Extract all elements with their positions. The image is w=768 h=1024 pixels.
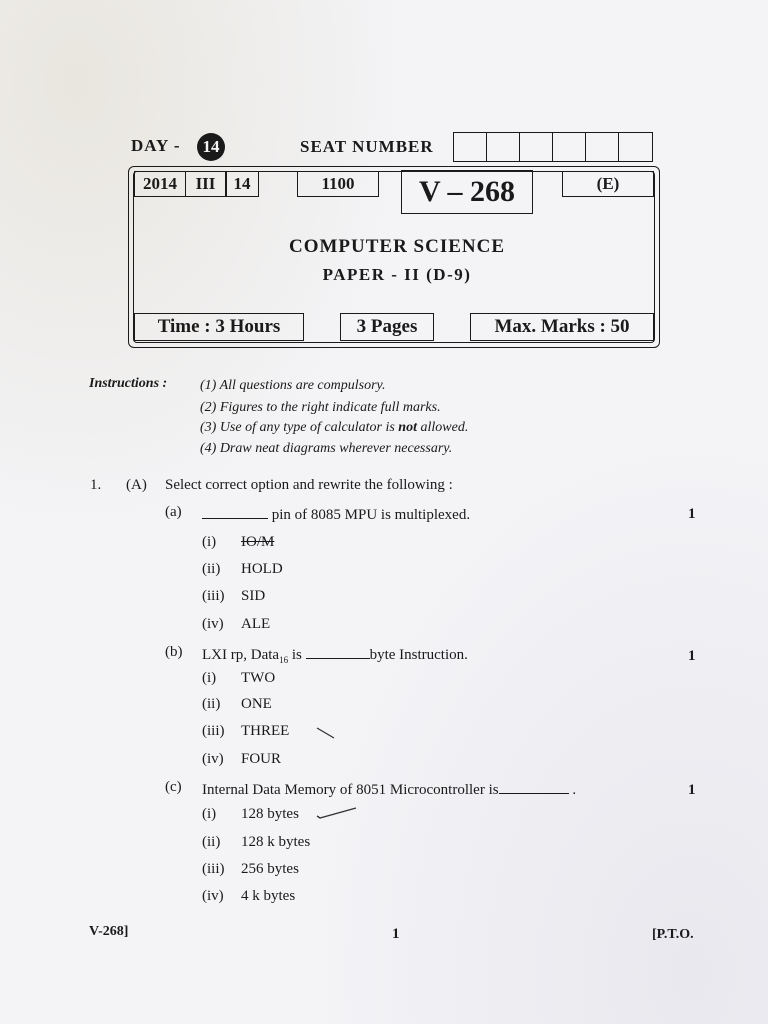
day-label: DAY - [131,136,181,155]
option-text: THREE [241,723,290,739]
option-number: (ii) [202,561,221,577]
sub-question-label: (a) [165,504,182,520]
option-text: TWO [241,670,276,686]
sub-question-body: . [572,782,577,798]
option-text: 128 k bytes [241,834,311,850]
option-number: (ii) [202,834,221,850]
pen-stroke-mark [316,726,336,740]
subscript: 16 [279,655,289,665]
date-code-row [134,171,258,197]
subject-title: COMPUTER SCIENCE [288,236,506,257]
option-number: (iv) [202,888,224,904]
option-text: 4 k bytes [241,888,296,904]
seat-box [487,133,520,161]
page-number: 1 [392,926,400,942]
sub-question-text [202,504,470,524]
sub-question-label: (c) [165,779,182,795]
please-turn-over: [P.T.O. [652,927,694,942]
marks-value: 1 [688,648,696,664]
paper-title: PAPER - II (D-9) [322,265,472,284]
month-code: III [185,171,227,197]
marks-value: 1 [688,782,696,798]
time-code: 1100 [297,171,379,197]
sub-question-body: Internal Data Memory of 8051 Microcontroller is [202,782,499,798]
paper-code: V – 268 [401,170,533,214]
date-code: 14 [225,171,259,197]
tick-mark-icon [316,806,360,822]
sub-question-body: pin of 8085 MPU is multiplexed. [271,507,471,523]
option-number: (i) [202,806,217,822]
option-number: (iii) [202,723,225,739]
answer-blank [499,779,569,794]
time-box: Time : 3 Hours [134,313,304,341]
question-part: (A) [126,477,147,493]
sub-question-body: byte Instruction. [369,647,468,663]
instruction-item [200,420,468,436]
footer-paper-code: V-268] [89,924,129,939]
option-text: 256 bytes [241,861,299,877]
pages-box: 3 Pages [340,313,434,341]
year-code: 2014 [134,171,186,197]
instruction-item: (4) Draw neat diagrams wherever necessary. [200,441,453,456]
answer-blank [306,644,370,659]
instruction-emphasis: not [398,420,417,435]
seat-number-label: SEAT NUMBER [300,137,434,156]
instruction-text: allowed. [420,420,469,435]
option-text: ALE [241,616,271,632]
option-number: (i) [202,534,217,550]
answer-blank [202,504,268,519]
seat-box [553,133,586,161]
option-number: (iii) [202,861,225,877]
option-number: (i) [202,670,217,686]
question-number: 1. [90,477,102,493]
option-text: ONE [241,696,272,712]
sub-question-label: (b) [165,644,183,660]
marks-value: 1 [688,506,696,522]
seat-box [619,133,652,161]
option-number: (ii) [202,696,221,712]
sub-question-text [202,779,576,799]
sub-question-body: is [291,647,302,663]
option-text: FOUR [241,751,282,767]
option-number: (iii) [202,588,225,604]
option-number: (iv) [202,751,224,767]
option-text: 128 bytes [241,806,299,822]
language-code: (E) [562,171,654,197]
day-number-badge: 14 [197,133,225,161]
instruction-item: (1) All questions are compulsory. [200,378,386,393]
instruction-text: (3) Use of any type of calculator is [200,420,395,435]
question-prompt: Select correct option and rewrite the following : [165,477,453,493]
seat-box [586,133,619,161]
option-text: HOLD [241,561,283,577]
option-number: (iv) [202,616,224,632]
sub-question-text [202,644,468,665]
seat-number-boxes [453,132,653,162]
seat-box [454,133,487,161]
seat-box [520,133,553,161]
instruction-item: (2) Figures to the right indicate full marks. [200,400,441,415]
marks-box: Max. Marks : 50 [470,313,654,341]
instructions-heading: Instructions : [89,376,168,391]
sub-question-body: LXI rp, Data [202,647,280,663]
option-text: IO/M [241,534,275,550]
option-text: SID [241,588,266,604]
